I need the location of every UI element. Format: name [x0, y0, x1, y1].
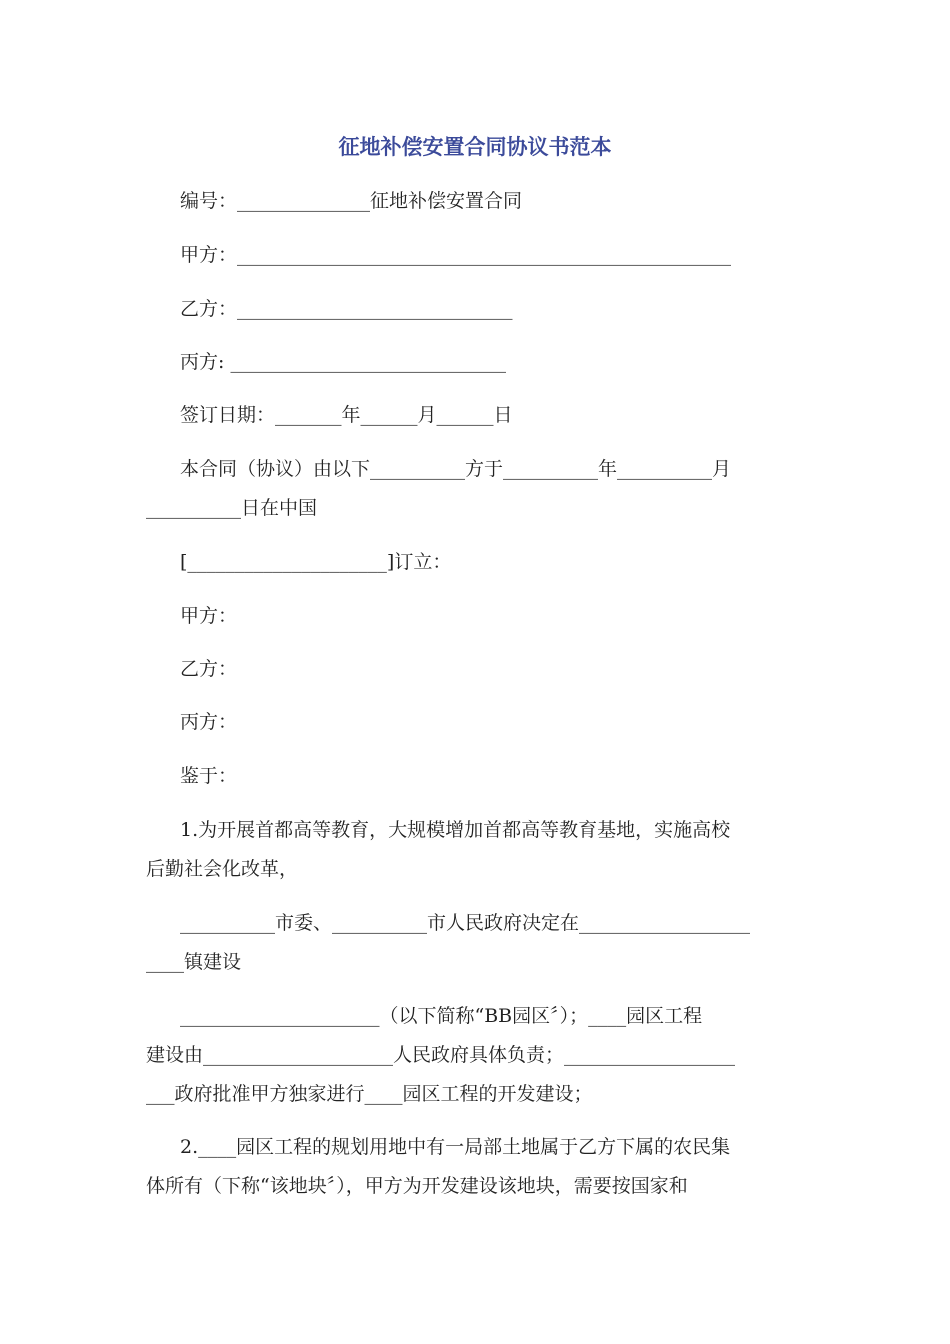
party-b-label: 乙方：	[180, 658, 238, 680]
party-a-line: 甲方：____________________________________________________	[180, 244, 732, 266]
party-a-label: 甲方：	[180, 605, 238, 627]
paragraph-line: __________市委、__________市人民政府决定在__________________	[180, 912, 751, 934]
paragraph-line: ____镇建设	[146, 951, 242, 973]
signing-date-line: 签订日期：_______年______月______日	[180, 404, 513, 426]
paragraph-line: 后勤社会化改革，	[146, 858, 299, 880]
party-b-line: 乙方：_____________________________	[180, 298, 513, 320]
paragraph-line: 建设由____________________人民政府具体负责；__________________	[146, 1044, 736, 1066]
paragraph-line: 体所有（下称“该地块〞），甲方为开发建设该地块，需要按国家和	[146, 1175, 688, 1197]
paragraph-line: _____________________（以下简称“BB园区〞）；____园区工程	[180, 1005, 703, 1027]
paragraph-line: __________日在中国	[146, 497, 318, 519]
paragraph-line: 2.____园区工程的规划用地中有一局部土地属于乙方下属的农民集	[180, 1136, 731, 1158]
contract-number-line: 编号：______________征地补偿安置合同	[180, 190, 523, 212]
document-title: 征地补偿安置合同协议书范本	[338, 135, 612, 159]
party-c-line: 丙方: _____________________________	[180, 351, 506, 373]
paragraph-line: 本合同（协议）由以下__________方于__________年__________月	[180, 458, 732, 480]
paragraph-line: ___政府批准甲方独家进行____园区工程的开发建设；	[146, 1083, 593, 1105]
whereas-label: 鉴于：	[180, 765, 238, 787]
party-c-label: 丙方：	[180, 711, 238, 733]
paragraph-line: [_____________________]订立：	[180, 551, 452, 573]
paragraph-line: 1.为开展首都高等教育，大规模增加首都高等教育基地，实施高校	[180, 819, 731, 841]
